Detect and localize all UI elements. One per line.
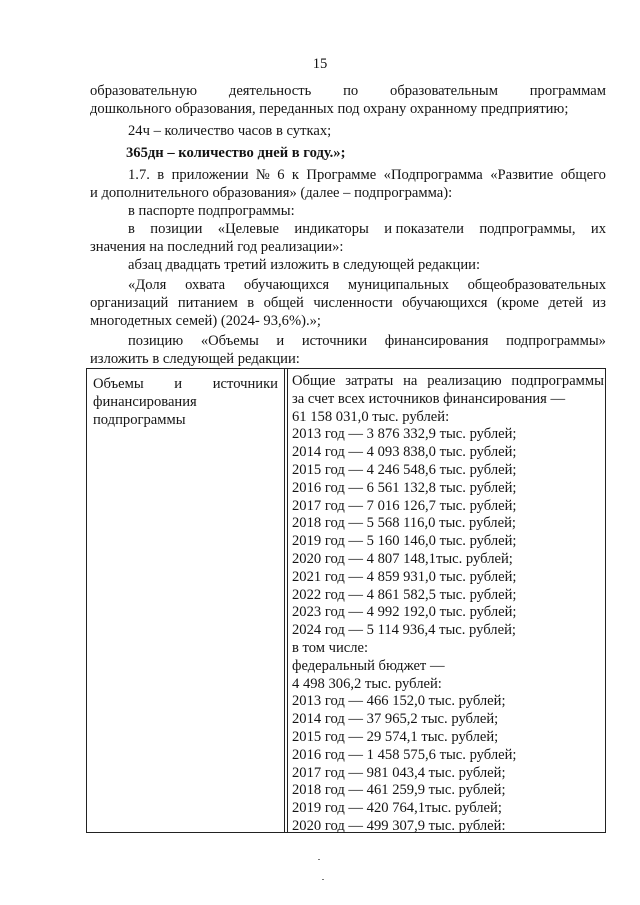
value-line: 2024 год — 5 114 936,4 тыс. рублей; xyxy=(292,622,516,639)
word: Объемы xyxy=(93,376,144,392)
word: и xyxy=(174,376,183,392)
value-line: 2019 год — 5 160 146,0 тыс. рублей; xyxy=(292,533,517,550)
word: численности xyxy=(313,295,393,311)
text-line-9: значения на последний год реализации»: xyxy=(90,239,344,255)
table-cell-values xyxy=(292,373,604,836)
text-line-14 xyxy=(128,332,606,350)
value-line: 2016 год — 1 458 575,6 тыс. рублей; xyxy=(292,746,517,763)
label-line: финансирования xyxy=(93,394,197,410)
value-line: 2016 год — 6 561 132,8 тыс. рублей; xyxy=(292,479,517,496)
text-line-8 xyxy=(128,220,606,238)
text-line-12 xyxy=(90,294,606,312)
table-cell-label xyxy=(93,375,278,429)
word: затраты xyxy=(345,373,394,389)
word: позицию xyxy=(128,333,184,349)
word: их xyxy=(590,221,606,237)
word: обучающихся xyxy=(243,277,330,293)
word: по xyxy=(343,83,359,99)
value-line: 2014 год — 4 093 838,0 тыс. рублей; xyxy=(292,444,517,461)
value-line: 2019 год — 420 764,1тыс. рублей; xyxy=(292,800,502,817)
value-line: 2020 год — 4 807 148,1тыс. рублей; xyxy=(292,550,513,567)
value-line: 2015 год — 4 246 548,6 тыс. рублей; xyxy=(292,461,517,478)
word: из xyxy=(592,295,606,311)
word: реализацию xyxy=(427,373,502,389)
value-line: 2023 год — 4 992 192,0 тыс. рублей; xyxy=(292,604,517,621)
word: охвата xyxy=(185,277,226,293)
value-line: 2020 год — 499 307,9 тыс. рублей: xyxy=(292,817,506,834)
word: 1.7. xyxy=(128,167,150,183)
word: обучающихся xyxy=(402,295,488,311)
word: (кроме xyxy=(496,295,539,311)
word: организаций xyxy=(90,295,169,311)
word: «Подпрограмма xyxy=(383,167,483,183)
text-line-4: 365дн – количество дней в году.»; xyxy=(126,145,346,161)
word: детей xyxy=(548,295,583,311)
financing-table xyxy=(86,368,606,833)
word: образовательным xyxy=(390,83,498,99)
word: образовательную xyxy=(90,83,198,99)
page-number: 15 xyxy=(312,56,328,72)
word: в xyxy=(128,221,135,237)
word: Общие xyxy=(292,373,336,389)
word: питанием xyxy=(177,295,238,311)
word: на xyxy=(403,373,418,389)
word: подпрограммы, xyxy=(479,221,576,237)
word: источники xyxy=(212,376,278,392)
label-line: подпрограммы xyxy=(93,412,186,428)
scan-speck xyxy=(322,879,324,880)
word: муниципальных xyxy=(347,277,449,293)
word: «Доля xyxy=(128,277,167,293)
value-line: 2018 год — 5 568 116,0 тыс. рублей; xyxy=(292,515,516,532)
word: подпрограммы xyxy=(511,373,604,389)
word: в xyxy=(157,167,165,183)
value-line: 2021 год — 4 859 931,0 тыс. рублей; xyxy=(292,568,517,585)
text-line-10: абзац двадцать третий изложить в следующей редакции: xyxy=(128,257,481,273)
scan-speck xyxy=(318,859,320,860)
word: подпрограммы» xyxy=(506,333,606,349)
word: источники xyxy=(301,333,368,349)
word: «Целевые xyxy=(217,221,280,237)
value-line: 2014 год — 37 965,2 тыс. рублей; xyxy=(292,711,499,728)
value-line xyxy=(292,373,604,391)
word: общеобразовательных xyxy=(467,277,606,293)
word: общей xyxy=(263,295,304,311)
table-column-divider xyxy=(284,369,285,832)
value-line: 2018 год — 461 259,9 тыс. рублей; xyxy=(292,782,506,799)
text-line-7: в паспорте подпрограммы: xyxy=(128,203,295,219)
text-line-6: и дополнительного образования» (далее – подпрограмма): xyxy=(90,185,453,201)
table-column-divider xyxy=(287,369,288,832)
value-line: 2013 год — 466 152,0 тыс. рублей; xyxy=(292,693,506,710)
text-line-13: многодетных семей) (2024- 93,6%).»; xyxy=(90,313,321,329)
value-line: 2013 год — 3 876 332,9 тыс. рублей; xyxy=(292,426,517,443)
value-line: 61 158 031,0 тыс. рублей: xyxy=(292,408,450,425)
word: «Объемы xyxy=(200,333,259,349)
value-line: 2017 год — 981 043,4 тыс. рублей; xyxy=(292,764,506,781)
value-line: в том числе: xyxy=(292,639,369,656)
text-line-11 xyxy=(128,276,606,294)
word: деятельность xyxy=(228,83,312,99)
value-line: за счет всех источников финансирования — xyxy=(292,390,566,407)
word: позиции xyxy=(150,221,203,237)
text-line-3: 24ч – количество часов в сутках; xyxy=(128,123,332,139)
value-line: 2015 год — 29 574,1 тыс. рублей; xyxy=(292,728,499,745)
word: Программе xyxy=(306,167,377,183)
text-line-1 xyxy=(90,82,606,100)
word: индикаторы xyxy=(294,221,369,237)
value-line: федеральный бюджет — xyxy=(292,657,445,674)
text-line-15: изложить в следующей редакции: xyxy=(90,351,300,367)
word: приложении xyxy=(171,167,249,183)
word: в xyxy=(247,295,255,311)
label-line xyxy=(93,375,278,393)
word: общего xyxy=(560,167,606,183)
word: № xyxy=(255,167,270,183)
word: «Развитие xyxy=(490,167,554,183)
text-line-5 xyxy=(128,166,606,184)
word: 6 xyxy=(277,167,285,183)
text-line-2: дошкольного образования, переданных под охрану охранному предприятию; xyxy=(90,101,569,117)
value-line: 2022 год — 4 861 582,5 тыс. рублей; xyxy=(292,586,517,603)
word: программам xyxy=(529,83,606,99)
word: и показатели xyxy=(384,221,464,237)
word: и xyxy=(276,333,285,349)
word: к xyxy=(291,167,300,183)
word: финансирования xyxy=(384,333,489,349)
value-line: 2017 год — 7 016 126,7 тыс. рублей; xyxy=(292,497,517,514)
value-line: 4 498 306,2 тыс. рублей: xyxy=(292,675,442,692)
